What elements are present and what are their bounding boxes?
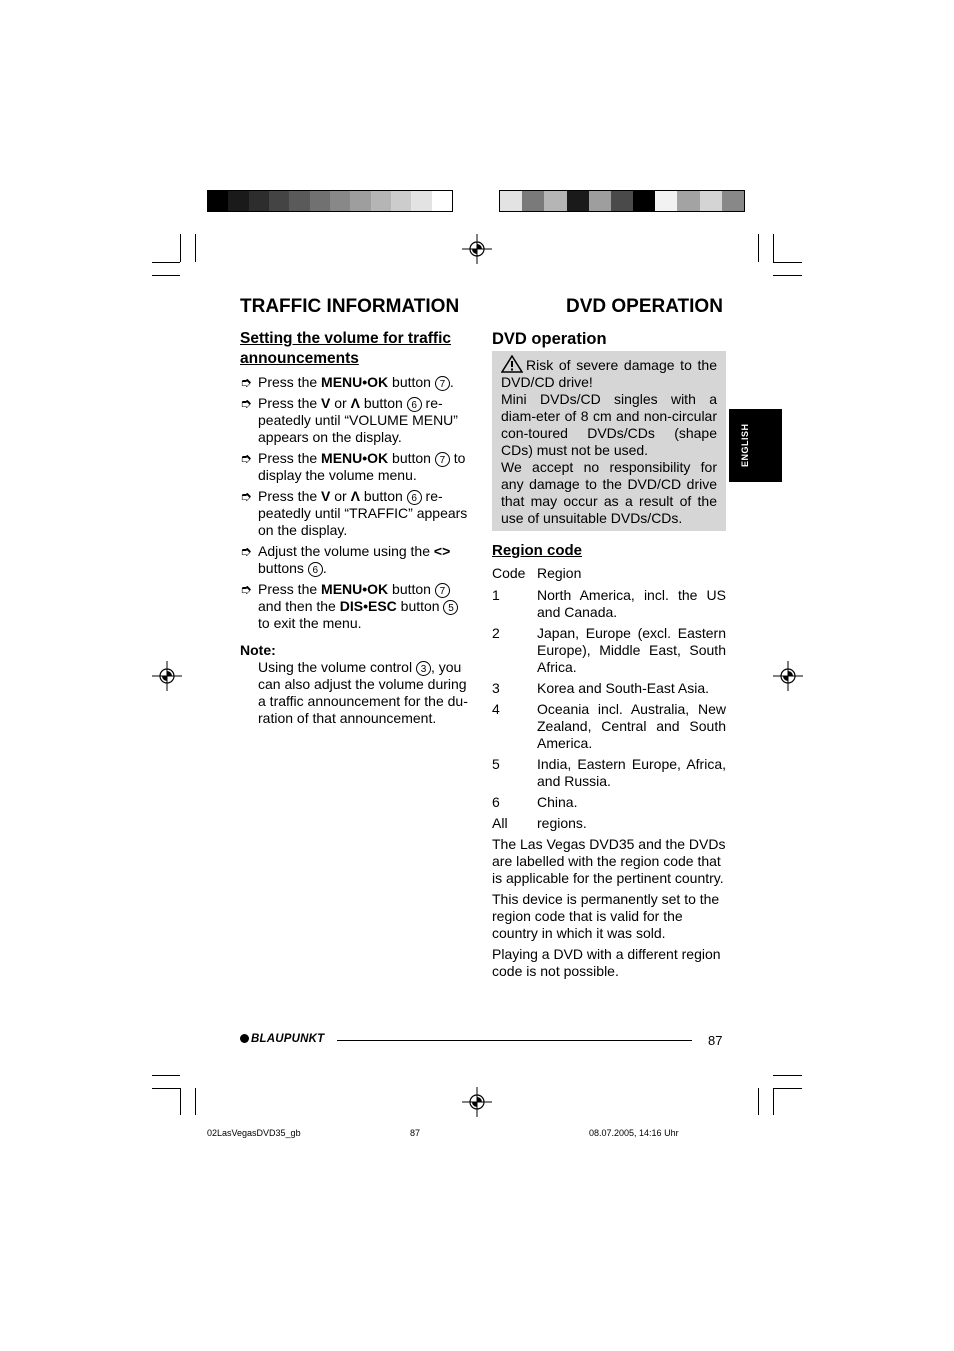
up-arrow-icon: Λ — [350, 395, 360, 411]
table-row: 2 Japan, Europe (excl. Eastern Europe), Middle East, South Africa. — [492, 625, 726, 675]
color-swatch — [249, 191, 269, 211]
color-swatch — [310, 191, 330, 211]
paragraph-region-restriction: Playing a DVD with a different region code is not possible. — [492, 946, 721, 979]
color-swatch — [432, 191, 452, 211]
button-number-badge: 5 — [443, 600, 458, 615]
button-number-badge: 6 — [407, 397, 422, 412]
print-file-name: 02LasVegasDVD35_gb — [207, 1128, 301, 1138]
button-number-badge: 6 — [407, 490, 422, 505]
step-2: ➮ Press the V or Λ button 6 re-peatedly until “VOLUME MENU” appears on the display. — [240, 395, 458, 445]
button-number-badge: 7 — [435, 452, 450, 467]
arrow-icon: ➮ — [240, 581, 252, 597]
color-swatch — [228, 191, 248, 211]
arrow-icon: ➮ — [240, 488, 252, 504]
right-column — [492, 329, 726, 984]
button-number-badge: 6 — [308, 562, 323, 577]
note-label: Note: — [240, 642, 276, 658]
warning-paragraph-1: Mini DVDs/CD singles with a diam-eter of 8 cm and non-circular con-toured DVDs/CDs (shape CDs) must not be used. — [501, 391, 717, 458]
arrow-icon: ➮ — [240, 374, 252, 390]
table-row: 5 India, Eastern Europe, Africa, and Russia. — [492, 756, 726, 789]
color-swatch — [589, 191, 611, 211]
color-swatch — [350, 191, 370, 211]
step-1: ➮ Press the MENU•OK button 7 . — [240, 374, 454, 390]
registration-mark-top — [462, 234, 492, 264]
table-row: 4 Oceania incl. Australia, New Zealand, Central and South America. — [492, 701, 726, 751]
table-row: All regions. — [492, 815, 587, 831]
language-tab-label: ENGLISH — [740, 423, 750, 467]
color-swatch — [655, 191, 677, 211]
color-swatch — [522, 191, 544, 211]
header-dvd-operation: DVD OPERATION — [566, 296, 723, 317]
region-table-header: Code Region — [492, 565, 582, 581]
color-swatch — [500, 191, 522, 211]
color-swatch — [289, 191, 309, 211]
note-text: Using the volume control 3 , you can also adjust the volume during a traffic announcement for the du-ration of that announcement. — [258, 659, 468, 726]
color-swatch — [208, 191, 228, 211]
color-swatch — [722, 191, 744, 211]
color-swatch — [633, 191, 655, 211]
region-code-heading: Region code — [492, 542, 583, 559]
page-number: 87 — [708, 1033, 723, 1048]
color-swatch — [269, 191, 289, 211]
registration-mark-left — [152, 661, 182, 691]
color-swatch — [411, 191, 431, 211]
color-bar-right — [499, 190, 745, 212]
color-swatch — [371, 191, 391, 211]
color-swatch — [391, 191, 411, 211]
step-3: ➮ Press the MENU•OK button 7 to display the volume menu. — [240, 450, 466, 483]
arrow-icon: ➮ — [240, 395, 252, 411]
table-row: 3 Korea and South-East Asia. — [492, 680, 709, 696]
footer-rule — [337, 1040, 692, 1041]
dvd-operation-subheading: DVD operation — [492, 330, 607, 348]
left-right-arrows-icon: <> — [433, 543, 451, 559]
arrow-icon: ➮ — [240, 543, 252, 559]
table-row: 6 China. — [492, 794, 578, 810]
up-arrow-icon: Λ — [350, 488, 360, 504]
button-number-badge: 7 — [435, 583, 450, 598]
warning-triangle-icon — [501, 355, 523, 373]
left-column — [240, 329, 472, 727]
arrow-icon: ➮ — [240, 450, 252, 466]
color-swatch — [544, 191, 566, 211]
header-traffic-information: TRAFFIC INFORMATION — [240, 296, 460, 317]
color-swatch — [700, 191, 722, 211]
color-swatch — [611, 191, 633, 211]
warning-box — [492, 351, 726, 531]
paragraph-region-labels: The Las Vegas DVD35 and the DVDs are labelled with the region code that is applicable for the pertinent country. — [492, 836, 726, 886]
color-swatch — [330, 191, 350, 211]
button-number-badge: 7 — [435, 376, 450, 391]
brand-logo: BLAUPUNKT — [240, 1033, 324, 1045]
print-page-number: 87 — [410, 1128, 421, 1138]
color-swatch — [567, 191, 589, 211]
color-swatch — [677, 191, 699, 211]
registration-mark-bottom — [462, 1087, 492, 1117]
language-tab — [729, 409, 782, 482]
paragraph-region-fixed: This device is permanently set to the region code that is valid for the country in which it was sold. — [492, 891, 720, 941]
warning-paragraph-2: We accept no responsibility for any damage to the DVD/CD drive that may occur as a result of the use of unsuitable DVDs/CDs. — [501, 459, 717, 526]
table-row: 1 North America, incl. the US and Canada. — [492, 587, 726, 620]
warning-title: Risk of severe damage to the DVD/CD drive! — [501, 357, 717, 390]
registration-mark-right — [773, 661, 803, 691]
down-arrow-icon: V — [321, 395, 331, 411]
color-bar-left — [207, 190, 453, 212]
step-5: ➮ Adjust the volume using the <> buttons 6 . — [240, 543, 451, 576]
print-datetime: 08.07.2005, 14:16 Uhr — [589, 1128, 679, 1138]
step-6: ➮ Press the MENU•OK button 7 and then the DIS•ESC button 5 to exit the menu. — [240, 581, 472, 632]
brand-dot-icon — [240, 1034, 249, 1043]
traffic-volume-subheading: Setting the volume for traffic announcements — [240, 330, 451, 367]
step-4: ➮ Press the V or Λ button 6 re-peatedly until “TRAFFIC” appears on the display. — [240, 488, 468, 538]
button-number-badge: 3 — [416, 661, 431, 676]
down-arrow-icon: V — [321, 488, 331, 504]
